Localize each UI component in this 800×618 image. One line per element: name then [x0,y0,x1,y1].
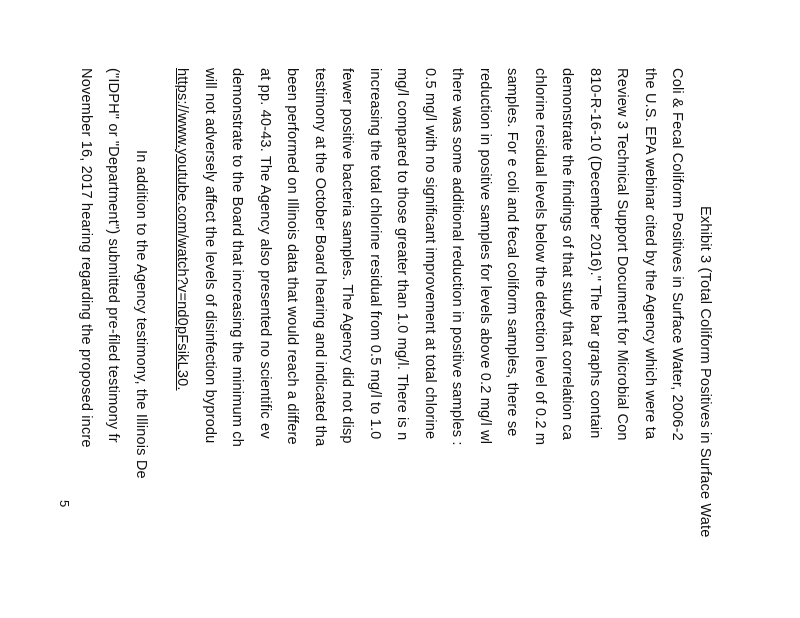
body-line: In addition to the Agency testimony, the Illinois De [133,150,149,479]
paragraph-spacer [154,68,168,618]
body-line: there was some additional reduction in positive samples : [449,68,466,446]
body-line: mg/l compared to those greater than 1.0 mg/l. There is n [394,68,411,441]
body-line: chlorine residual levels below the detection level of 0.2 m [532,68,548,446]
body-line: demonstrate to the Board that increasing the minimum ch [229,68,246,447]
body-line: Coli & Fecal Coliform Positives in Surface Water, 2006-2 [669,68,686,441]
body-line: the U.S. EPA webinar cited by the Agency which were ta [642,68,658,440]
body-line: will not adversely affect the levels of disinfection byprodu [202,68,218,444]
body-line: Review 3 Technical Support Document for Microbial Con [614,68,631,441]
exhibit-title-line: Exhibit 3 (Total Coliform Positives in Surface Wate [697,206,713,538]
body-line: increasing the total chlorine residual from 0.5 mg/l to 1.0 [367,68,383,440]
page-number: 5 [57,500,72,508]
body-line: fewer positive bacteria samples. The Agency did not disp [339,68,356,444]
body-line: been performed on Illinois data that would reach a differe [284,68,301,445]
youtube-link-line [168,68,196,618]
youtube-link[interactable]: https://www.youtube.com/watch?v=nd0pFsikL30. [174,68,191,391]
body-line: ("IDPH" or "Department") submitted pre-filed testimony fr [105,68,122,443]
body-line: November 16, 2017 hearing regarding the proposed incre [78,68,94,448]
body-line: 0.5 mg/l with no significant improvement at total chlorine [422,68,438,440]
body-line: testimony at the October Board hearing and indicated tha [312,68,328,447]
body-line: reduction in positive samples for levels above 0.2 mg/l wl [477,68,493,445]
body-line: demonstrate the findings of that study that correlation ca [559,68,576,441]
body-line: at pp. 40-43. The Agency also presented no scientific ev [257,68,273,439]
rotated-text-block [72,68,719,618]
body-line: 810-R-16-10 (December 2016)." The bar graphs contain [587,68,603,439]
body-line: samples. For e coli and fecal coliform samples, there se [504,68,521,437]
